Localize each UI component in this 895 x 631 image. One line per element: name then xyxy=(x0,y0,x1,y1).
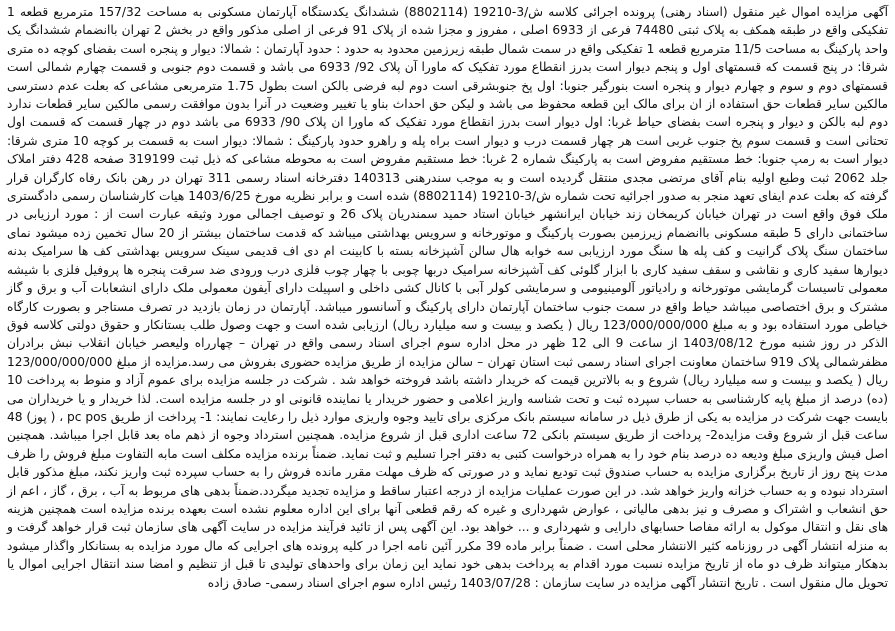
notice-body-text: آگهی مزایده اموال غیر منقول (اسناد رهنی) پرونده اجرائی کلاسه ش/3-19210 (8802114) ششدانگ یکدستگاه آپارتمان مسکونی به مساحت 157/32 مترمربع قطعه 1 تفکیکی واقع در طبقه همکف به پلاک ثبتی 74480 فرعی از 6933 اصلی ، مفروز و مجزا شده از پلاک 91 فرعی از اصلی مذکور واقع در بخش 2 تهران باانضمام ششدانگ یک واحد پارکینگ به مساحت 11/5 مترمربع قطعه 1 تفکیکی واقع در سمت شمال طبقه زیرزمین محدود به حدود : حدود آپارتمان : شمالا: دیوار و پنجره است بفضای کوچه ده متری شرقا: در پنج قسمت که قسمتهای اول و پنجم دیوار است بدرز انقطاع مورد تفکیک که ماورا آن پلاک 92/ 6933 می باشد و قسمت دوم جنوبی و قسمت چهارم شمالی است قسمتهای دوم و سوم و چهارم دیوار و پنجره است بنورگیر جنوبا: اول پخ جنوبشرقی است دوم لبه فرضی بالکن است بطول 1.75 مترمربعی مشاعی که بعلت عدم دسترسی مالکین سایر قطعات حق استفاده از ان برای مالک این قطعه محفوظ می باشد و لیکن حق احداث بناو یا تغییر وضعیت در آنرا بدون موافقت رسمی مالکین سایر قطعات ندارد دوم لبه بالکن و دیوار و پنجره است بفضای حیاط غربا: اول دیوار است بدرز انقطاع مورد تفکیک که ماورا ان پلاک 90/ 6933 می باشد دوم در چهار قسمت که قسمت اول تحتانی است و قسمت سوم پخ جنوب غربی است هر چهار قسمت درب و دیوار است براه پله و راهرو حدود پارکینگ : شمالا: دیوار است به قسمت بر کوچه 10 متری شرقا: دیوار است به رمپ جنوبا: خط مستقیم مفروض است به پارکینگ شماره 2 غربا: خط مستقیم مفروض است به محوطه مشاعی که ذیل ثبت 319199 صفحه 428 دفتر املاک جلد 2062 ثبت وطبع اولیه بنام آقای مرتضی مجدی منتقل گردیده است و به موجب سندرهنی 140313 دفترخانه اسناد رسمی 311 تهران در رهن بانک رفاه کارگران قرار گرفته که بعلت عدم ایفای تعهد منجر به صدور اجرائیه تحت شماره ش/3-19210 (8802114) شده است و برابر نظریه مورخ 1403/6/25 هیات کارشناسان رسمی دادگستری ملک فوق واقع است در تهران خیابان کریمخان زند خیابان ایرانشهر خیابان استاد حمید سمندریان پلاک 26 و توصیف اجمالی مورد وثیقه عبارت است از : مورد ارزیابی در ساختمانی دارای 5 طبقه مسکونی باانضمام زیرزمین بصورت پارکینگ و موتورخانه و سرویس بهداشتی میباشد که قدمت ساختمان بیشتر از 20 سال تخمین زده میشود نمای ساختمان سنگ پلاک گرانیت و کف پله ها سنگ مورد ارزیابی سه خوابه هال سالن آشپزخانه بسته با کابینت ام دی اف قدیمی سینک سرویس بهداشتی کف ها سرامیک بدنه دیوارها سفید کاری و نقاشی و سقف سفید کاری با ابزار گلوئی کف آشپزخانه سرامیک دربها چوبی با چهار چوب فلزی درب ورودی ضد سرقت پنجره ها پروفیل فلزی با شیشه معمولی تاسیسات گرمایشی موتورخانه و رادیاتور آلومینیومی و سرمایشی کولر آبی با کانال کشی داخلی و اسپیلت دارای آیفون معمولی ملک دارای انشعابات آب و برق و گاز مشترک و برق اختصاصی میباشد حیاط واقع در سمت جنوب ساختمان آپارتمان دارای پارکینگ و آسانسور میباشد. آپارتمان در زمان بازدید در تصرف مستاجر و بصورت کارگاه خیاطی مورد استفاده بود و به مبلغ 123/000/000/000 ریال ( یکصد و بیست و سه میلیارد ریال) ارزیابی شده است و جهت وصول طلب بستانکار و حقوق دولتی کلاسه فوق الذکر در روز شنبه مورخ 1403/08/12 از ساعت 9 الی 12 ظهر در محل اداره سوم اجرای اسناد رسمی واقع در تهران – چهارراه ولیعصر خیابان انقلاب نبش برادران مظفرشمالی پلاک 919 ساختمان معاونت اجرای اسناد رسمی ثبت استان تهران – سالن مزایده از طریق مزایده حضوری بفروش می رسد.مزایده از مبلغ 123/000/000/000 ریال ( یکصد و بیست و سه میلیارد ریال) شروع و به بالاترین قیمت که خریدار داشته باشد فروخته خواهد شد . شرکت در جلسه مزایده برای عموم آزاد و منوط به پرداخت 10 (ده) درصد از مبلغ پایه کارشناسی به حساب سپرده ثبت و تحت شناسه واریز اعلامی و حضور خریدار یا نماینده قانونی او در جلسه مزایده است. لذا خریدار و یا خریداران می بایست جهت شرکت در مزایده به یکی از طرق ذیل در سامانه سیستم بانک مرکزی برای تایید وجوه واریزی موارد ذیل را رعایت نمایند: 1- پرداخت از طریق pc pos ، ( پوز) 48 ساعت قبل از شروع وقت مزایده2- پرداخت از طریق سیستم بانکی 72 ساعت اداری قبل از شروع مزایده. همچنین استرداد وجوه از ذهم ماه بعد قابل اجرا میباشد. همچنین اصل فیش واریزی مبلغ ودیعه ده درصد بنام خود را به همراه درخواست کتبی به دفتر اجرا تسلیم و ثبت نماید. ضمناً برنده مزایده مکلف است مابه التفاوت مبلغ فروش را ظرف مدت پنج روز از تاریخ برگزاری مزایده به حساب صندوق ثبت تودیع نماید و در صورتی که ظرف مهلت مقرر مانده فروش را به حساب سپرده ثبت واریز نکند، مبلغ مذکور قابل استرداد نبوده و به حساب خزانه واریز خواهد شد. در این صورت عملیات مزایده از درجه اعتبار ساقط و مزایده تجدید میگردد.ضمناً بدهی های مربوط به آب ، برق ، گاز ، اعم از حق انشعاب و اشتراک و مصرف و نیز بدهی مالیاتی ، عوارض شهرداری و غیره که رقم قطعی آنها برای این اداره معلوم نشده است بعهده برنده مزایده است همچنین هزینه های نقل و انتقال موکول به ارائه مفاصا حسابهای دارایی و شهرداری و ... خواهد بود. این آگهی پس از تائید فرآیند مزایده در سایت آگهی های سازمان ثبت قرار خواهد گرفت و به منزله انتشار آگهی در روزنامه کثیر الانتشار محلی است . ضمناً برابر ماده 39 مکرر آئین نامه اجرا در کلیه پرونده های اجرایی که مال مورد مزایده به بستانکار واگذار میشود بدهکار میتواند ظرف دو ماه از تاریخ مزایده نسبت مورد اقدام به پرداخت بدهی خود نماید این زمان برای واحدهای تولیدی تا قبل از تنظیم و امضا سند انتقال اجرایی اموال یا تحویل مال منقول است . تاریخ انتشار آگهی مزایده در سایت سازمان : 1403/07/28 رئیس اداره سوم اجرای اسناد رسمی- صادق زاده xyxy=(7,5,889,590)
